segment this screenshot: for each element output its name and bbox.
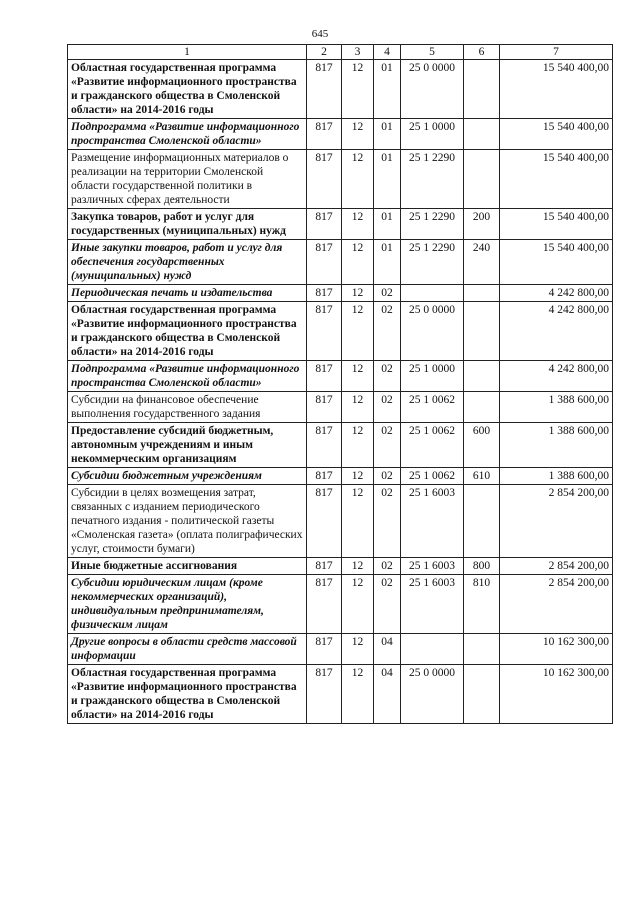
row-c6-cell [464,392,500,423]
row-name-cell: Иные закупки товаров, работ и услуг для обеспечения государственных (муниципальных) нужд [68,240,307,285]
header-col-4: 4 [374,45,401,60]
row-c7-cell: 2 854 200,00 [500,485,613,558]
row-c6-cell [464,302,500,361]
page-number: 645 [311,28,329,40]
row-c5-cell: 25 1 6003 [401,575,464,634]
row-c5-cell: 25 0 0000 [401,665,464,724]
row-c7-cell: 10 162 300,00 [500,665,613,724]
row-c6-cell: 240 [464,240,500,285]
row-name-cell: Подпрограмма «Развитие информационного пространства Смоленской области» [68,361,307,392]
row-c4-cell: 02 [374,575,401,634]
row-c2-cell: 817 [307,423,342,468]
row-c5-cell: 25 1 6003 [401,558,464,575]
row-c4-cell: 02 [374,285,401,302]
table-row [68,209,613,240]
row-c3-cell: 12 [342,423,374,468]
table-row [68,423,613,468]
table-row [68,665,613,724]
row-c3-cell: 12 [342,240,374,285]
row-c2-cell: 817 [307,468,342,485]
row-c4-cell: 01 [374,240,401,285]
table-row [68,240,613,285]
row-c4-cell: 01 [374,119,401,150]
row-c4-cell: 02 [374,558,401,575]
row-c2-cell: 817 [307,150,342,209]
row-name-cell: Областная государственная программа «Развитие информационного пространства и гражданского общества в Смоленской области» на 2014-2016 годы [68,60,307,119]
row-c2-cell: 817 [307,285,342,302]
row-c6-cell [464,119,500,150]
row-c6-cell [464,150,500,209]
row-c4-cell: 02 [374,485,401,558]
row-c5-cell: 25 1 2290 [401,209,464,240]
row-c6-cell [464,485,500,558]
row-c7-cell: 4 242 800,00 [500,285,613,302]
row-c7-cell: 15 540 400,00 [500,150,613,209]
table-row [68,302,613,361]
row-name-cell: Другие вопросы в области средств массовой информации [68,634,307,665]
table-row [68,575,613,634]
row-c3-cell: 12 [342,119,374,150]
row-c7-cell: 15 540 400,00 [500,119,613,150]
row-c3-cell: 12 [342,558,374,575]
row-c2-cell: 817 [307,302,342,361]
row-c3-cell: 12 [342,468,374,485]
table-row [68,119,613,150]
row-c7-cell: 1 388 600,00 [500,423,613,468]
row-c2-cell: 817 [307,558,342,575]
table-row [68,485,613,558]
row-c5-cell: 25 1 2290 [401,150,464,209]
row-c6-cell [464,665,500,724]
row-c3-cell: 12 [342,665,374,724]
row-c7-cell: 15 540 400,00 [500,240,613,285]
row-name-cell: Субсидии бюджетным учреждениям [68,468,307,485]
row-c2-cell: 817 [307,119,342,150]
table-row [68,634,613,665]
row-c4-cell: 02 [374,392,401,423]
budget-table [67,44,613,724]
row-name-cell: Размещение информационных материалов о реализации на территории Смоленской области государственной политики в различных сферах деятельности [68,150,307,209]
row-name-cell: Закупка товаров, работ и услуг для государственных (муниципальных) нужд [68,209,307,240]
row-c3-cell: 12 [342,361,374,392]
row-name-cell: Областная государственная программа «Развитие информационного пространства и гражданского общества в Смоленской области» на 2014-2016 годы [68,302,307,361]
row-c7-cell: 15 540 400,00 [500,209,613,240]
header-row [68,45,613,60]
row-c6-cell [464,634,500,665]
row-c7-cell: 1 388 600,00 [500,468,613,485]
row-name-cell: Подпрограмма «Развитие информационного пространства Смоленской области» [68,119,307,150]
table-row [68,558,613,575]
row-c5-cell: 25 0 0000 [401,60,464,119]
row-name-cell: Иные бюджетные ассигнования [68,558,307,575]
table-row [68,150,613,209]
row-c6-cell [464,60,500,119]
row-c6-cell: 200 [464,209,500,240]
header-col-7: 7 [500,45,613,60]
row-c6-cell [464,361,500,392]
header-col-6: 6 [464,45,500,60]
row-name-cell: Субсидии на финансовое обеспечение выполнения государственного задания [68,392,307,423]
header-col-3: 3 [342,45,374,60]
row-c2-cell: 817 [307,634,342,665]
row-c7-cell: 15 540 400,00 [500,60,613,119]
row-c4-cell: 02 [374,423,401,468]
row-c2-cell: 817 [307,392,342,423]
row-c5-cell: 25 1 0062 [401,468,464,485]
header-col-5: 5 [401,45,464,60]
row-c3-cell: 12 [342,60,374,119]
table-row [68,468,613,485]
row-c2-cell: 817 [307,60,342,119]
row-c7-cell: 4 242 800,00 [500,361,613,392]
row-c7-cell: 4 242 800,00 [500,302,613,361]
row-c4-cell: 02 [374,302,401,361]
row-c5-cell: 25 1 0000 [401,361,464,392]
row-c6-cell: 800 [464,558,500,575]
row-c5-cell [401,634,464,665]
row-name-cell: Субсидии в целях возмещения затрат, связанных с изданием периодического печатного издания - политической газеты «Смоленская газета» (оплата полиграфических услуг, стоимости бумаги) [68,485,307,558]
row-name-cell: Периодическая печать и издательства [68,285,307,302]
row-c3-cell: 12 [342,392,374,423]
row-c3-cell: 12 [342,485,374,558]
table-row [68,361,613,392]
row-name-cell: Областная государственная программа «Развитие информационного пространства и гражданского общества в Смоленской области» на 2014-2016 годы [68,665,307,724]
row-c5-cell: 25 1 0000 [401,119,464,150]
row-c6-cell: 810 [464,575,500,634]
row-c4-cell: 01 [374,60,401,119]
table-row [68,60,613,119]
row-c4-cell: 04 [374,665,401,724]
row-name-cell: Субсидии юридическим лицам (кроме некоммерческих организаций), индивидуальным предпринимателям, физическим лицам [68,575,307,634]
row-c4-cell: 01 [374,150,401,209]
row-c2-cell: 817 [307,240,342,285]
row-c6-cell [464,285,500,302]
row-c4-cell: 04 [374,634,401,665]
row-c3-cell: 12 [342,634,374,665]
row-c5-cell: 25 1 2290 [401,240,464,285]
row-c4-cell: 01 [374,209,401,240]
table-row [68,392,613,423]
row-c2-cell: 817 [307,665,342,724]
row-c5-cell: 25 1 0062 [401,392,464,423]
row-c3-cell: 12 [342,150,374,209]
row-c6-cell: 610 [464,468,500,485]
row-name-cell: Предоставление субсидий бюджетным, автономным учреждениям и иным некоммерческим организациям [68,423,307,468]
row-c5-cell [401,285,464,302]
row-c3-cell: 12 [342,285,374,302]
row-c3-cell: 12 [342,209,374,240]
row-c2-cell: 817 [307,209,342,240]
row-c4-cell: 02 [374,361,401,392]
row-c5-cell: 25 1 6003 [401,485,464,558]
row-c7-cell: 2 854 200,00 [500,575,613,634]
header-col-2: 2 [307,45,342,60]
row-c7-cell: 2 854 200,00 [500,558,613,575]
table-row [68,285,613,302]
row-c2-cell: 817 [307,485,342,558]
row-c2-cell: 817 [307,361,342,392]
header-col-1: 1 [68,45,307,60]
row-c3-cell: 12 [342,302,374,361]
row-c5-cell: 25 0 0000 [401,302,464,361]
row-c7-cell: 1 388 600,00 [500,392,613,423]
row-c4-cell: 02 [374,468,401,485]
row-c5-cell: 25 1 0062 [401,423,464,468]
row-c3-cell: 12 [342,575,374,634]
row-c2-cell: 817 [307,575,342,634]
row-c6-cell: 600 [464,423,500,468]
row-c7-cell: 10 162 300,00 [500,634,613,665]
